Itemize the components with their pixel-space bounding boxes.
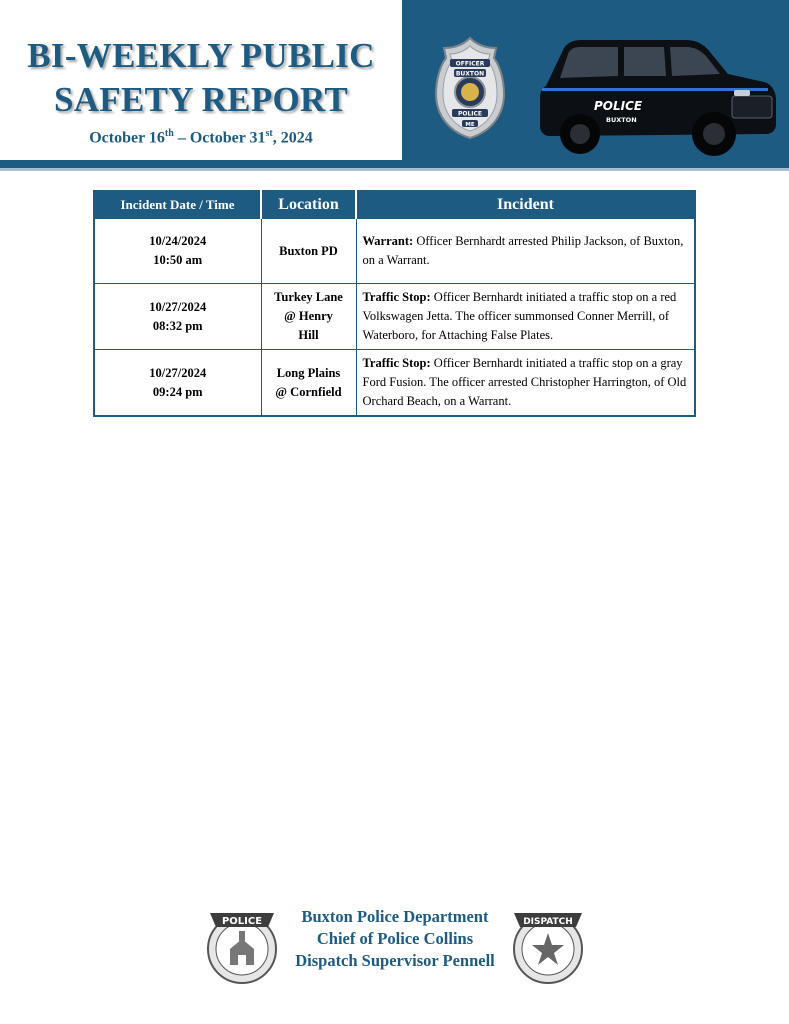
report-title-line1: BI-WEEKLY PUBLIC <box>27 36 375 75</box>
dispatch-seal-label: DISPATCH <box>523 917 573 927</box>
incident-type: Traffic Stop: <box>362 356 431 370</box>
incident-description <box>356 219 695 284</box>
footer-credits <box>280 906 510 972</box>
incident-type: Warrant: <box>362 234 414 248</box>
incident-location: Turkey Lane @ Henry Hill <box>261 284 356 350</box>
officer-badge-icon <box>432 36 508 140</box>
incident-text: Officer Bernhardt arrested Philip Jackson, of Buxton, on a Warrant. <box>362 234 684 267</box>
incident-text: Officer Bernhardt initiated a traffic stop on a gray Ford Fusion. The officer arrested Christopher Harrington, of Old Orchard Beach, on a Warrant. <box>362 356 687 408</box>
table-row <box>94 284 695 350</box>
incident-description <box>356 350 695 417</box>
footer-department: Buxton Police Department <box>301 907 489 926</box>
badge-police-label: POLICE <box>457 110 483 118</box>
incident-location: Long Plains @ Cornfield <box>261 350 356 417</box>
footer-chief: Chief of Police Collins <box>316 929 474 948</box>
incident-time: 08:32 pm <box>152 318 203 333</box>
table-row <box>94 350 695 417</box>
incident-table <box>93 190 696 417</box>
incident-time: 10:50 am <box>153 253 203 267</box>
badge-town-label: BUXTON <box>455 70 485 78</box>
column-header-date-time: Incident Date / Time <box>94 191 261 219</box>
incident-time: 09:24 pm <box>152 384 203 399</box>
incident-type: Traffic Stop: <box>362 290 431 304</box>
table-row <box>94 219 695 284</box>
cruiser-buxton-lettering: BUXTON <box>606 116 637 124</box>
header-divider-shadow <box>0 168 789 171</box>
footer-dispatch-supervisor: Dispatch Supervisor Pennell <box>295 951 495 970</box>
police-cruiser-image <box>536 34 778 160</box>
badge-state-label: ME <box>465 122 475 128</box>
header-divider <box>0 160 789 168</box>
incident-text: Officer Bernhardt initiated a traffic stop on a red Volkswagen Jetta. The officer summonsed Conner Merrill, of Waterboro, for Attaching False Plates. <box>362 290 677 342</box>
dispatch-seal-icon <box>512 903 584 987</box>
incident-date-time <box>94 284 261 350</box>
report-title-line2: SAFETY REPORT <box>53 80 349 119</box>
table-header-row <box>94 191 695 219</box>
incident-description <box>356 284 695 350</box>
incident-date: 10/24/2024 <box>149 234 207 248</box>
column-header-incident: Incident <box>356 191 695 219</box>
badge-top-label: OFFICER <box>455 60 485 68</box>
police-seal-label: POLICE <box>221 916 263 927</box>
incident-date-time <box>94 350 261 417</box>
cruiser-police-lettering: POLICE <box>594 99 643 113</box>
incident-location: Buxton PD <box>261 219 356 284</box>
incident-date-time <box>94 219 261 284</box>
incident-date: 10/27/2024 <box>149 365 207 380</box>
incident-date: 10/27/2024 <box>149 299 207 314</box>
police-seal-icon <box>206 903 278 987</box>
column-header-location: Location <box>261 191 356 219</box>
report-header <box>0 0 789 172</box>
report-date-range: October 16th – October 31st, 2024 <box>89 128 313 147</box>
